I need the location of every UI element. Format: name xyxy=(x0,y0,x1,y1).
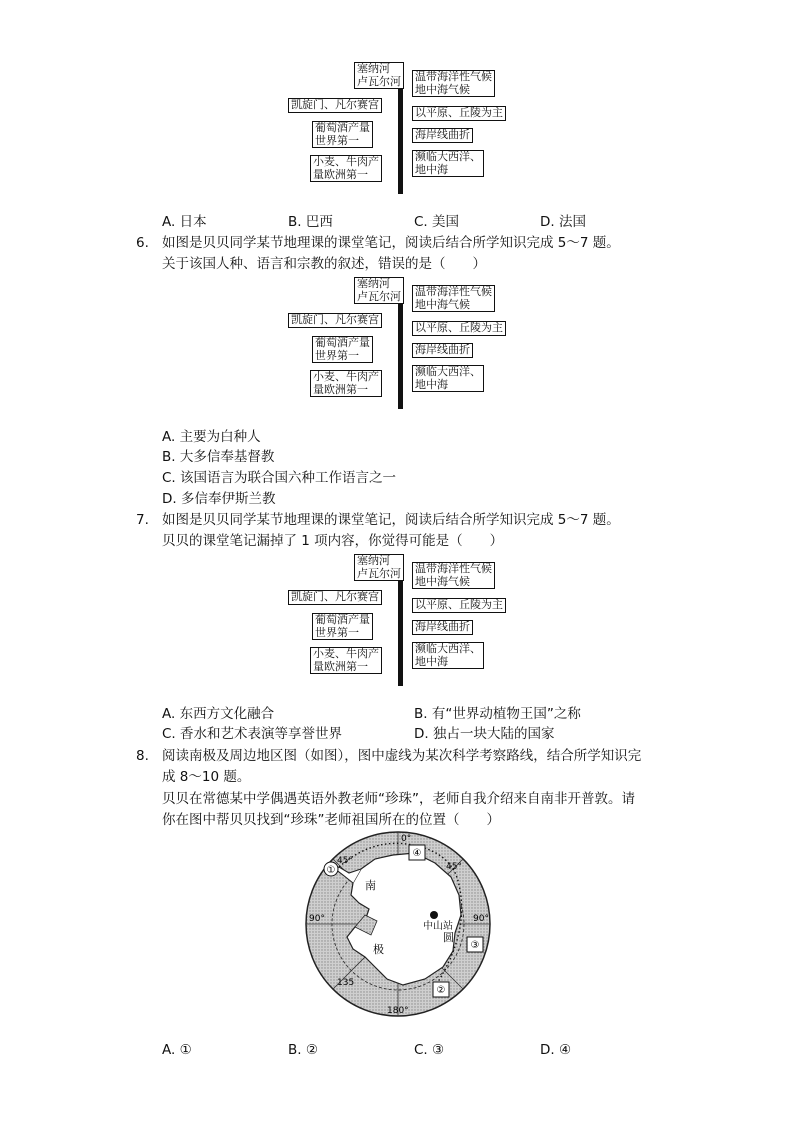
notes-tree-3 xyxy=(288,554,518,684)
note-box: 以平原、丘陵为主 xyxy=(412,598,506,613)
q6-number: 6. xyxy=(136,235,149,251)
label-lon90e: 90° xyxy=(473,914,489,924)
q7-option-d[interactable]: D. 独占一块大陆的国家 xyxy=(414,726,555,742)
note-box: 葡萄酒产量 世界第一 xyxy=(312,121,373,148)
note-box: 小麦、牛肉产 量欧洲第一 xyxy=(310,647,382,674)
label-lon90w: 90° xyxy=(309,914,325,924)
note-box: 温带海洋性气候 地中海气候 xyxy=(412,562,495,589)
q6-option-d[interactable]: D. 多信奉伊斯兰教 xyxy=(162,491,276,507)
note-box: 塞纳河 卢瓦尔河 xyxy=(354,62,404,89)
q5-option-b[interactable]: B. 巴西 xyxy=(288,214,333,230)
q7-stem-line1: 如图是贝贝同学某节地理课的课堂笔记，阅读后结合所学知识完成 5～7 题。 xyxy=(162,512,620,528)
antarctic-map xyxy=(303,829,493,1019)
q6-option-a[interactable]: A. 主要为白种人 xyxy=(162,429,261,445)
q6-option-b[interactable]: B. 大多信奉基督教 xyxy=(162,449,275,465)
q8-option-c[interactable]: C. ③ xyxy=(414,1042,445,1058)
note-box: 凯旋门、凡尔赛宫 xyxy=(288,590,382,605)
note-box: 濒临大西洋、 地中海 xyxy=(412,150,484,177)
label-lon180: 180° xyxy=(387,1006,409,1016)
q5-option-c[interactable]: C. 美国 xyxy=(414,214,460,230)
note-box: 海岸线曲折 xyxy=(412,343,473,358)
note-box: 海岸线曲折 xyxy=(412,620,473,635)
q7-number: 7. xyxy=(136,512,149,528)
q8-stem-line3: 贝贝在常德某中学偶遇英语外教老师“珍珠”，老师自我介绍来自南非开普敦。请 xyxy=(162,791,635,807)
note-box: 凯旋门、凡尔赛宫 xyxy=(288,98,382,113)
marker-4 xyxy=(409,845,425,860)
note-box: 温带海洋性气候 地中海气候 xyxy=(412,70,495,97)
notes-tree-1 xyxy=(288,62,518,192)
note-box: 以平原、丘陵为主 xyxy=(412,106,506,121)
note-box: 塞纳河 卢瓦尔河 xyxy=(354,277,404,304)
q7-option-b[interactable]: B. 有“世界动植物王国”之称 xyxy=(414,706,581,722)
label-ant2: 极 xyxy=(373,943,384,956)
svg-text:①: ① xyxy=(326,865,336,876)
label-lon45e: 45° xyxy=(446,862,462,872)
marker-1 xyxy=(324,862,338,876)
label-ant3: 圆 xyxy=(443,931,454,944)
label-lon0: 0° xyxy=(401,834,412,844)
label-station: 中山站 xyxy=(423,921,453,932)
tree-trunk xyxy=(398,291,403,409)
note-box: 凯旋门、凡尔赛宫 xyxy=(288,313,382,328)
q5-option-a[interactable]: A. 日本 xyxy=(162,214,207,230)
q6-stem-line2: 关于该国人种、语言和宗教的叙述，错误的是（ ） xyxy=(162,256,486,272)
svg-text:②: ② xyxy=(436,985,446,996)
svg-text:③: ③ xyxy=(470,940,480,951)
note-box: 海岸线曲折 xyxy=(412,128,473,143)
note-box: 濒临大西洋、 地中海 xyxy=(412,642,484,669)
q5-option-d[interactable]: D. 法国 xyxy=(540,214,586,230)
q8-stem-line2: 成 8～10 题。 xyxy=(162,769,251,785)
note-box: 小麦、牛肉产 量欧洲第一 xyxy=(310,370,382,397)
label-ant1: 南 xyxy=(365,879,376,892)
label-lon135: 135 xyxy=(337,978,355,988)
q8-stem-line4: 你在图中帮贝贝找到“珍珠”老师祖国所在的位置（ ） xyxy=(162,812,500,828)
note-box: 小麦、牛肉产 量欧洲第一 xyxy=(310,155,382,182)
note-box: 葡萄酒产量 世界第一 xyxy=(312,613,373,640)
marker-2 xyxy=(433,982,449,997)
q6-stem-line1: 如图是贝贝同学某节地理课的课堂笔记，阅读后结合所学知识完成 5～7 题。 xyxy=(162,235,620,251)
q8-stem-line1: 阅读南极及周边地区图（如图），图中虚线为某次科学考察路线，结合所学知识完 xyxy=(162,748,642,764)
tree-trunk xyxy=(398,568,403,686)
q7-option-c[interactable]: C. 香水和艺术表演等享誉世界 xyxy=(162,726,343,742)
q8-number: 8. xyxy=(136,748,149,764)
svg-text:④: ④ xyxy=(412,848,422,859)
q6-option-c[interactable]: C. 该国语言为联合国六种工作语言之一 xyxy=(162,470,397,486)
tree-trunk xyxy=(398,76,403,194)
note-box: 葡萄酒产量 世界第一 xyxy=(312,336,373,363)
marker-3 xyxy=(467,937,483,952)
note-box: 塞纳河 卢瓦尔河 xyxy=(354,554,404,581)
note-box: 温带海洋性气候 地中海气候 xyxy=(412,285,495,312)
zhongshan-station-dot xyxy=(430,911,438,919)
label-lon45w: 45° xyxy=(337,856,353,866)
q8-option-a[interactable]: A. ① xyxy=(162,1042,192,1058)
q8-option-b[interactable]: B. ② xyxy=(288,1042,318,1058)
q7-option-a[interactable]: A. 东西方文化融合 xyxy=(162,706,275,722)
q8-option-d[interactable]: D. ④ xyxy=(540,1042,572,1058)
note-box: 濒临大西洋、 地中海 xyxy=(412,365,484,392)
notes-tree-2 xyxy=(288,277,518,407)
q7-stem-line2: 贝贝的课堂笔记漏掉了 1 项内容，你觉得可能是（ ） xyxy=(162,533,504,549)
note-box: 以平原、丘陵为主 xyxy=(412,321,506,336)
antarctic-map-svg xyxy=(303,829,493,1019)
